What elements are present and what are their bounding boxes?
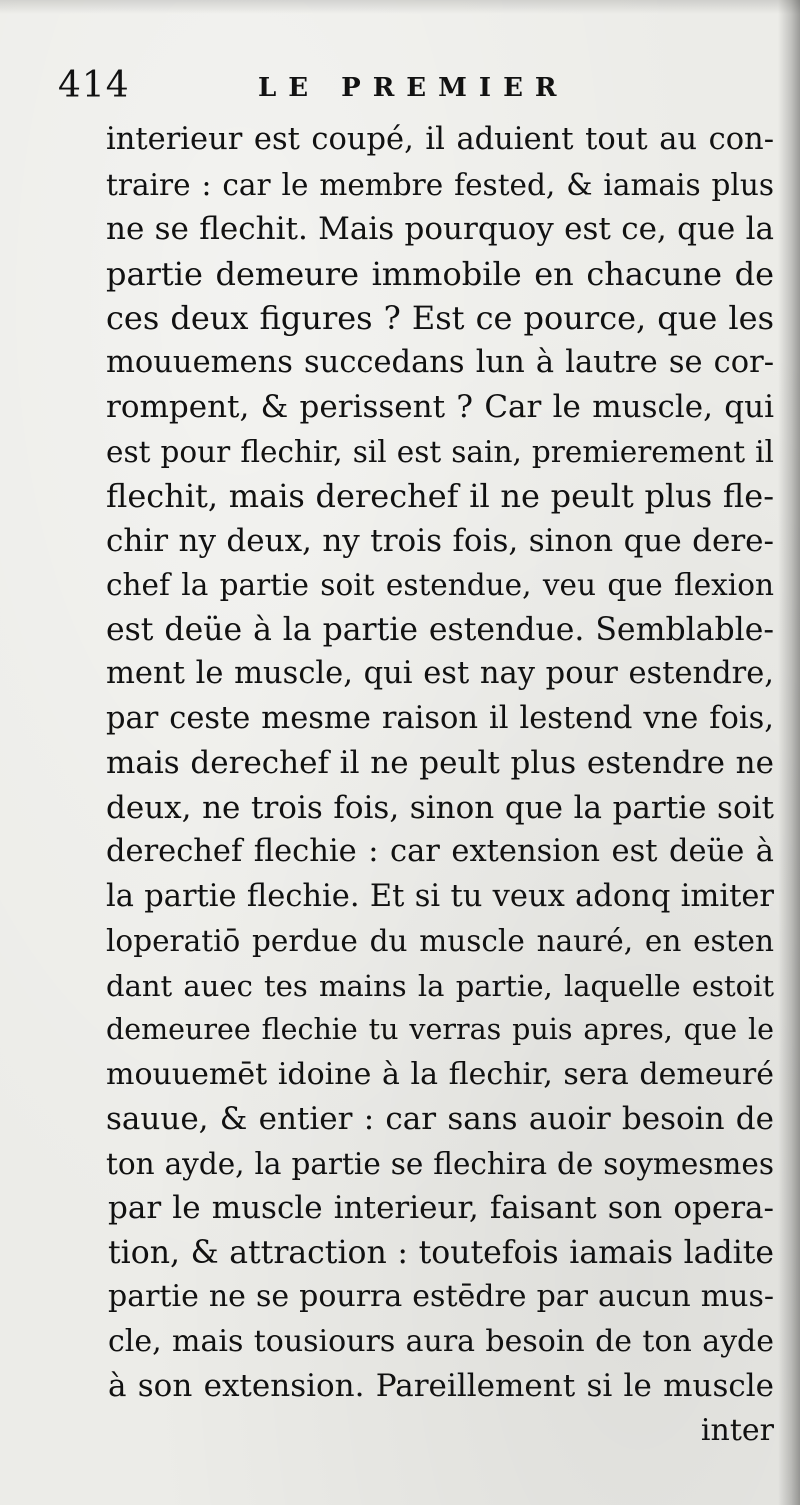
text-line: partie ne se pourra estēdre par aucun mus- <box>108 1279 774 1314</box>
text-line: deux, ne trois fois, sinon que la partie soit <box>106 789 774 826</box>
page-gutter-shadow <box>778 0 800 1505</box>
text-line: ton ayde, la partie se flechira de soymesmes <box>106 1146 774 1181</box>
text-line: traire : car le membre fested, & iamais plus <box>106 167 774 202</box>
text-line: flechit, mais derechef il ne peult plus fle- <box>106 477 774 515</box>
text-line: rompent, & perissent ? Car le muscle, qui <box>106 389 774 425</box>
running-head <box>58 62 738 110</box>
text-line: ment le muscle, qui est nay pour estendre, <box>106 656 774 691</box>
text-line: ne se flechit. Mais pourquoy est ce, que la <box>106 211 774 247</box>
text-line: la partie flechie. Et si tu veux adonq imiter <box>106 878 774 914</box>
text-line: demeuree flechie tu verras puis apres, que le <box>106 1013 774 1046</box>
text-line: loperatiō perdue du muscle nauré, en esten <box>106 924 774 958</box>
text-line: est pour flechir, sil est sain, premierement il <box>106 434 774 469</box>
catchword: inter <box>700 1412 774 1448</box>
text-line: dant auec tes mains la partie, laquelle estoit <box>106 968 774 1003</box>
text-line: mouuemens succedans lun à lautre se cor- <box>106 344 774 380</box>
page-top-shadow <box>0 0 800 14</box>
page-number: 414 <box>58 65 130 106</box>
text-line: partie demeure immobile en chacune de <box>106 254 774 293</box>
text-line: chef la partie soit estendue, veu que flexion <box>106 568 774 602</box>
text-line: derechef flechie : car extension est deüe à <box>106 834 774 869</box>
text-line: ces deux figures ? Est ce pource, que les <box>106 299 774 337</box>
text-line: mouuemēt idoine à la flechir, sera demeuré <box>106 1056 774 1092</box>
text-line: par ceste mesme raison il lestend vne fois, <box>106 700 774 736</box>
text-line: cle, mais tousiours aura besoin de ton ayde <box>108 1323 774 1359</box>
text-line: sauue, & entier : car sans auoir besoin de <box>106 1101 774 1137</box>
text-line: chir ny deux, ny trois fois, sinon que dere- <box>106 522 774 559</box>
text-line: mais derechef il ne peult plus estendre ne <box>106 745 774 781</box>
running-title: LE PREMIER <box>258 73 569 103</box>
text-line: tion, & attraction : toutefois iamais ladite <box>108 1234 774 1271</box>
text-line: est deüe à la partie estendue. Semblable- <box>106 611 774 648</box>
text-line: interieur est coupé, il aduient tout au con- <box>106 122 774 157</box>
text-line: par le muscle interieur, faisant son opera- <box>108 1190 774 1226</box>
body-text <box>106 118 774 1453</box>
text-line: à son extension. Pareillement si le muscle <box>108 1368 774 1404</box>
